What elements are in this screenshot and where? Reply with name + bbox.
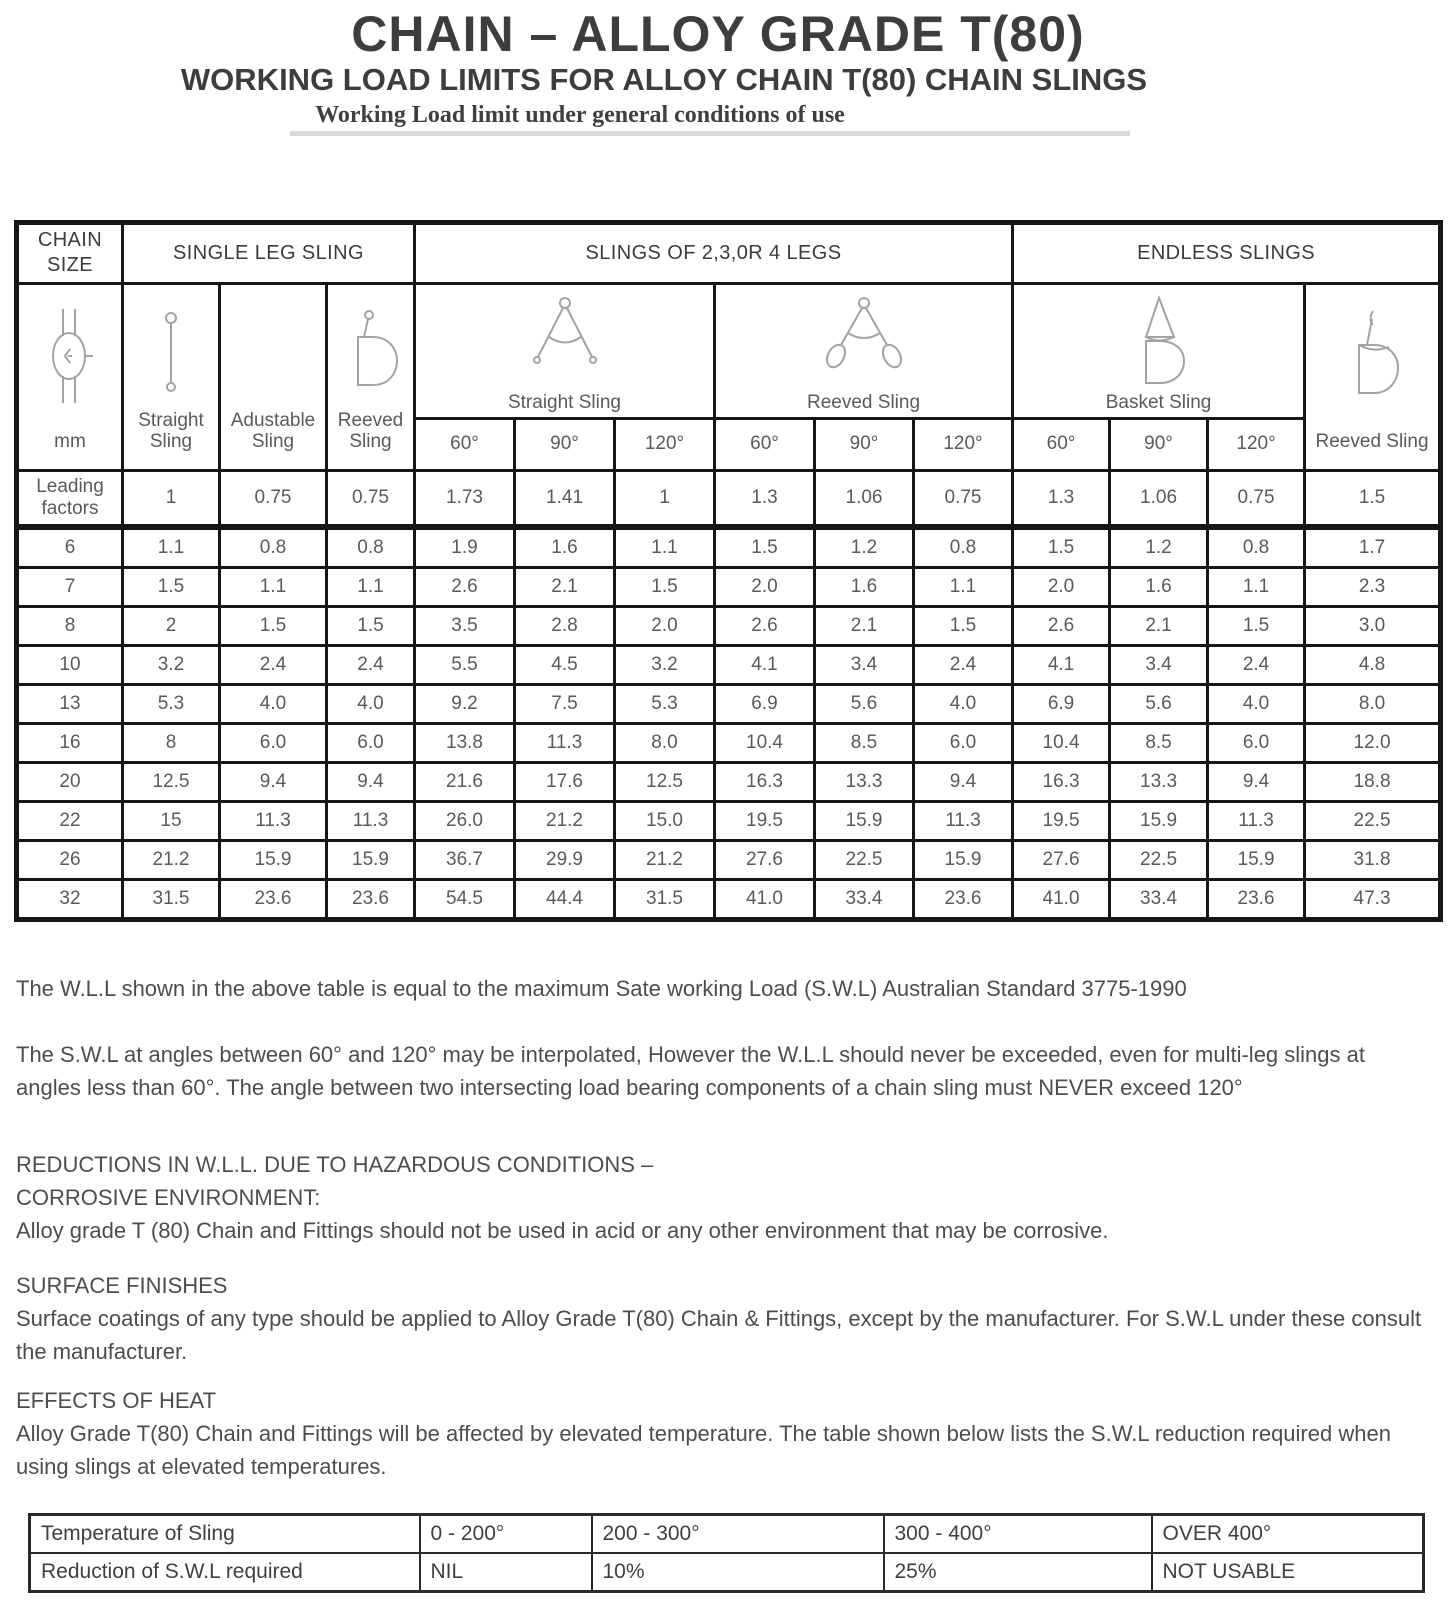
wll-value: 21.6 xyxy=(415,762,515,801)
leading-factor-value: 1.5 xyxy=(1305,470,1441,527)
multi-straight-sling-icon xyxy=(522,295,608,374)
wll-value: 1.6 xyxy=(515,527,615,568)
wll-value: 2.4 xyxy=(220,645,327,684)
chain-size-value: 8 xyxy=(17,606,123,645)
degree-header: 60° xyxy=(715,418,815,470)
wll-value: 15.9 xyxy=(220,840,327,879)
wll-value: 54.5 xyxy=(415,879,515,919)
page-tagline: Working Load limit under general conditions of use xyxy=(315,101,845,128)
wll-value: 5.6 xyxy=(815,684,914,723)
wll-value: 3.5 xyxy=(415,606,515,645)
adjustable-sling-cell xyxy=(220,283,327,470)
reductions-section xyxy=(16,1148,1432,1247)
wll-value: 33.4 xyxy=(815,879,914,919)
wll-value: 4.0 xyxy=(327,684,415,723)
wll-value: 26.0 xyxy=(415,801,515,840)
note-paragraph: The S.W.L at angles between 60° and 120° may be interpolated, However the W.L.L should never be exceeded, even for multi-leg slings at angles less than 60°. The angle between two intersecting load bearing components of a chain sling must NEVER exceed 120° xyxy=(16,1041,1365,1100)
wll-value: 1.1 xyxy=(123,527,220,568)
wll-value: 1.6 xyxy=(1110,567,1208,606)
leading-factor-value: 1.3 xyxy=(1013,470,1110,527)
endless-reeved-sling-icon xyxy=(1343,309,1401,406)
wll-value: 27.6 xyxy=(715,840,815,879)
column-label: Reeved Sling xyxy=(1315,431,1429,453)
wll-value: 15.9 xyxy=(1208,840,1305,879)
column-label: Straight Sling xyxy=(138,410,204,453)
section-paragraph: Alloy grade T (80) Chain and Fittings should not be used in acid or any other environment that may be corrosive. xyxy=(16,1217,1109,1243)
wll-value: 9.4 xyxy=(914,762,1013,801)
wll-value: 3.4 xyxy=(1110,645,1208,684)
chain-size-unit-label: mm xyxy=(54,431,86,453)
leading-factor-value: 0.75 xyxy=(220,470,327,527)
table-row xyxy=(17,840,1441,879)
wll-value: 21.2 xyxy=(615,840,715,879)
wll-value: 11.3 xyxy=(1208,801,1305,840)
wll-value: 1.1 xyxy=(1208,567,1305,606)
wll-value: 12.5 xyxy=(615,762,715,801)
wll-value: 10.4 xyxy=(1013,723,1110,762)
degree-header: 60° xyxy=(1013,418,1110,470)
wll-value: 18.8 xyxy=(1305,762,1441,801)
wll-value: 2.8 xyxy=(515,606,615,645)
wll-value: 1.5 xyxy=(327,606,415,645)
section-paragraph: Alloy Grade T(80) Chain and Fittings will be affected by elevated temperature. The table shown below lists the S.W.L reduction required when using slings at elevated temperatures. xyxy=(16,1420,1391,1479)
wll-value: 15.0 xyxy=(615,801,715,840)
leading-factor-value: 0.75 xyxy=(1208,470,1305,527)
section-heading: REDUCTIONS IN W.L.L. DUE TO HAZARDOUS CONDITIONS – xyxy=(16,1151,654,1177)
chain-size-value: 32 xyxy=(17,879,123,919)
wll-value: 9.4 xyxy=(1208,762,1305,801)
degree-header: 90° xyxy=(1110,418,1208,470)
wll-value: 11.3 xyxy=(327,801,415,840)
leading-factors-row xyxy=(17,470,1441,527)
wll-value: 33.4 xyxy=(1110,879,1208,919)
table-row xyxy=(17,723,1441,762)
wll-value: 4.0 xyxy=(914,684,1013,723)
wll-value: 22.5 xyxy=(1305,801,1441,840)
section-paragraph: Surface coatings of any type should be applied to Alloy Grade T(80) Chain & Fittings, except by the manufacturer. For S.W.L under these consult the manufacturer. xyxy=(16,1305,1422,1364)
temp-cell: 200 - 300° xyxy=(592,1514,884,1553)
leading-factor-value: 1.06 xyxy=(1110,470,1208,527)
wll-value: 9.4 xyxy=(220,762,327,801)
wll-value: 1.5 xyxy=(220,606,327,645)
wll-value: 1.5 xyxy=(615,567,715,606)
wll-value: 15.9 xyxy=(815,801,914,840)
chain-link-icon xyxy=(46,309,94,408)
basket-sling-icon xyxy=(1126,295,1192,392)
note-paragraph: The W.L.L shown in the above table is equal to the maximum Sate working Load (S.W.L) Australian Standard 3775-1990 xyxy=(16,975,1187,1001)
degree-header: 120° xyxy=(615,418,715,470)
endless-reeved-sling-cell xyxy=(1305,283,1441,470)
leading-factor-value: 0.75 xyxy=(914,470,1013,527)
wll-value: 10.4 xyxy=(715,723,815,762)
section-heading: SURFACE FINISHES xyxy=(16,1272,228,1298)
endless-slings-header: ENDLESS SLINGS xyxy=(1013,222,1441,283)
wll-value: 1.5 xyxy=(715,527,815,568)
working-load-limits-table xyxy=(14,220,1443,922)
wll-value: 5.3 xyxy=(123,684,220,723)
wll-value: 2.6 xyxy=(415,567,515,606)
degree-header: 120° xyxy=(1208,418,1305,470)
wll-value: 11.3 xyxy=(914,801,1013,840)
effects-of-heat-section xyxy=(16,1384,1432,1483)
temp-row-label: Temperature of Sling xyxy=(30,1514,420,1553)
wll-value: 12.5 xyxy=(123,762,220,801)
column-label: Basket Sling xyxy=(1105,392,1212,414)
wll-value: 2.0 xyxy=(715,567,815,606)
table-row xyxy=(17,762,1441,801)
chain-size-value: 6 xyxy=(17,527,123,568)
wll-value: 4.0 xyxy=(1208,684,1305,723)
wll-value: 1.1 xyxy=(914,567,1013,606)
wll-value: 31.8 xyxy=(1305,840,1441,879)
wll-value: 2.6 xyxy=(715,606,815,645)
wll-value: 41.0 xyxy=(1013,879,1110,919)
wll-value: 4.1 xyxy=(715,645,815,684)
table-row xyxy=(17,684,1441,723)
page-subtitle: WORKING LOAD LIMITS FOR ALLOY CHAIN T(80) CHAIN SLINGS xyxy=(180,61,1148,97)
table-row xyxy=(17,801,1441,840)
temp-row-label: Reduction of S.W.L required xyxy=(30,1553,420,1592)
wll-value: 21.2 xyxy=(123,840,220,879)
temp-cell: 300 - 400° xyxy=(884,1514,1152,1553)
wll-value: 31.5 xyxy=(123,879,220,919)
wll-value: 15.9 xyxy=(914,840,1013,879)
table-row xyxy=(17,879,1441,919)
wll-value: 4.5 xyxy=(515,645,615,684)
wll-value: 41.0 xyxy=(715,879,815,919)
column-label: Reeved Sling xyxy=(807,392,921,414)
wll-value: 23.6 xyxy=(220,879,327,919)
wll-value: 8 xyxy=(123,723,220,762)
wll-value: 13.8 xyxy=(415,723,515,762)
wll-value: 31.5 xyxy=(615,879,715,919)
chain-size-value: 26 xyxy=(17,840,123,879)
wll-value: 1.2 xyxy=(1110,527,1208,568)
wll-value: 15 xyxy=(123,801,220,840)
wll-value: 8.0 xyxy=(615,723,715,762)
wll-value: 6.0 xyxy=(220,723,327,762)
multi-reeved-sling-icon xyxy=(817,295,911,378)
wll-value: 13.3 xyxy=(815,762,914,801)
wll-value: 5.5 xyxy=(415,645,515,684)
table-row xyxy=(17,645,1441,684)
document-header xyxy=(0,0,1452,136)
wll-value: 13.3 xyxy=(1110,762,1208,801)
wll-value: 23.6 xyxy=(327,879,415,919)
basket-sling-cell xyxy=(1013,283,1305,418)
wll-value: 2 xyxy=(123,606,220,645)
degree-header: 120° xyxy=(914,418,1013,470)
wll-value: 6.0 xyxy=(914,723,1013,762)
leading-factor-value: 1 xyxy=(123,470,220,527)
wll-value: 2.1 xyxy=(815,606,914,645)
icon-header-row xyxy=(17,283,1441,418)
wll-value: 3.0 xyxy=(1305,606,1441,645)
notes-section xyxy=(16,972,1432,1483)
wll-value: 44.4 xyxy=(515,879,615,919)
straight-sling-icon xyxy=(161,309,181,400)
multi-straight-sling-cell xyxy=(415,283,715,418)
wll-value: 1.6 xyxy=(815,567,914,606)
wll-value: 3.4 xyxy=(815,645,914,684)
chain-size-value: 10 xyxy=(17,645,123,684)
table-row xyxy=(17,606,1441,645)
wll-value: 5.3 xyxy=(615,684,715,723)
wll-value: 1.9 xyxy=(415,527,515,568)
leading-factor-value: 0.75 xyxy=(327,470,415,527)
temp-cell: OVER 400° xyxy=(1152,1514,1424,1553)
wll-value: 0.8 xyxy=(220,527,327,568)
single-leg-sling-header: SINGLE LEG SLING xyxy=(123,222,415,283)
leading-factor-value: 1.73 xyxy=(415,470,515,527)
chain-size-value: 13 xyxy=(17,684,123,723)
wll-value: 0.8 xyxy=(914,527,1013,568)
temp-cell: NIL xyxy=(420,1553,592,1592)
wll-value: 4.1 xyxy=(1013,645,1110,684)
wll-value: 2.0 xyxy=(615,606,715,645)
wll-value: 2.4 xyxy=(1208,645,1305,684)
column-label: Straight Sling xyxy=(507,392,621,414)
wll-value: 0.8 xyxy=(1208,527,1305,568)
wll-value: 1.5 xyxy=(1208,606,1305,645)
group-header-row xyxy=(17,222,1441,283)
wll-value: 36.7 xyxy=(415,840,515,879)
wll-value: 11.3 xyxy=(220,801,327,840)
wll-value: 17.6 xyxy=(515,762,615,801)
wll-value: 23.6 xyxy=(1208,879,1305,919)
wll-value: 1.1 xyxy=(615,527,715,568)
wll-value: 9.4 xyxy=(327,762,415,801)
table-row xyxy=(17,527,1441,568)
wll-value: 6.0 xyxy=(1208,723,1305,762)
table-row xyxy=(17,567,1441,606)
multi-reeved-sling-cell xyxy=(715,283,1013,418)
chain-size-value: 20 xyxy=(17,762,123,801)
wll-value: 47.3 xyxy=(1305,879,1441,919)
column-label: Reeved Sling xyxy=(337,410,404,453)
multi-leg-sling-header: SLINGS OF 2,3,0R 4 LEGS xyxy=(415,222,1013,283)
wll-value: 16.3 xyxy=(1013,762,1110,801)
wll-value: 4.0 xyxy=(220,684,327,723)
wll-value: 12.0 xyxy=(1305,723,1441,762)
wll-value: 8.5 xyxy=(815,723,914,762)
wll-value: 22.5 xyxy=(1110,840,1208,879)
column-label: Adustable Sling xyxy=(230,410,316,453)
wll-value: 2.6 xyxy=(1013,606,1110,645)
wll-value: 2.1 xyxy=(1110,606,1208,645)
wll-value: 4.8 xyxy=(1305,645,1441,684)
leading-factor-value: 1.06 xyxy=(815,470,914,527)
wll-value: 11.3 xyxy=(515,723,615,762)
wll-value: 23.6 xyxy=(914,879,1013,919)
temp-cell: NOT USABLE xyxy=(1152,1553,1424,1592)
degree-header: 60° xyxy=(415,418,515,470)
wll-value: 8.0 xyxy=(1305,684,1441,723)
chain-size-value: 7 xyxy=(17,567,123,606)
wll-value: 3.2 xyxy=(615,645,715,684)
chain-size-header: CHAIN SIZE xyxy=(17,222,123,283)
wll-value: 2.1 xyxy=(515,567,615,606)
wll-value: 27.6 xyxy=(1013,840,1110,879)
table-row xyxy=(30,1514,1424,1553)
chain-size-value: 22 xyxy=(17,801,123,840)
wll-value: 7.5 xyxy=(515,684,615,723)
page-title: CHAIN – ALLOY GRADE T(80) xyxy=(351,6,1085,62)
wll-value: 1.1 xyxy=(327,567,415,606)
wll-value: 1.5 xyxy=(1013,527,1110,568)
wll-value: 19.5 xyxy=(715,801,815,840)
section-heading: CORROSIVE ENVIRONMENT: xyxy=(16,1184,321,1210)
wll-value: 15.9 xyxy=(1110,801,1208,840)
reeved-sling-icon xyxy=(342,309,400,398)
temp-cell: 0 - 200° xyxy=(420,1514,592,1553)
leading-factor-value: 1.41 xyxy=(515,470,615,527)
degree-header: 90° xyxy=(815,418,914,470)
wll-value: 2.4 xyxy=(327,645,415,684)
wll-value: 15.9 xyxy=(327,840,415,879)
wll-value: 1.5 xyxy=(914,606,1013,645)
wll-value: 2.4 xyxy=(914,645,1013,684)
reeved-sling-cell xyxy=(327,283,415,470)
leading-factors-label: Leading factors xyxy=(17,470,123,527)
wll-value: 22.5 xyxy=(815,840,914,879)
wll-value: 2.3 xyxy=(1305,567,1441,606)
temp-cell: 25% xyxy=(884,1553,1152,1592)
wll-value: 29.9 xyxy=(515,840,615,879)
wll-value: 6.9 xyxy=(1013,684,1110,723)
section-heading: EFFECTS OF HEAT xyxy=(16,1387,217,1413)
wll-value: 9.2 xyxy=(415,684,515,723)
wll-value: 1.5 xyxy=(123,567,220,606)
leading-factor-value: 1 xyxy=(615,470,715,527)
leading-factor-value: 1.3 xyxy=(715,470,815,527)
degree-header: 90° xyxy=(515,418,615,470)
wll-value: 2.0 xyxy=(1013,567,1110,606)
tagline-underline-smudge xyxy=(290,131,1130,136)
table-row xyxy=(30,1553,1424,1592)
chain-size-value: 16 xyxy=(17,723,123,762)
surface-finishes-section xyxy=(16,1269,1432,1368)
wll-value: 0.8 xyxy=(327,527,415,568)
wll-value: 21.2 xyxy=(515,801,615,840)
temperature-reduction-table xyxy=(28,1513,1425,1593)
straight-sling-cell xyxy=(123,283,220,470)
wll-value: 6.9 xyxy=(715,684,815,723)
wll-value: 6.0 xyxy=(327,723,415,762)
wll-value: 5.6 xyxy=(1110,684,1208,723)
temp-cell: 10% xyxy=(592,1553,884,1592)
chain-size-unit-cell xyxy=(17,283,123,470)
wll-value: 8.5 xyxy=(1110,723,1208,762)
wll-value: 1.1 xyxy=(220,567,327,606)
wll-value: 16.3 xyxy=(715,762,815,801)
wll-value: 1.2 xyxy=(815,527,914,568)
wll-value: 3.2 xyxy=(123,645,220,684)
wll-value: 19.5 xyxy=(1013,801,1110,840)
wll-value: 1.7 xyxy=(1305,527,1441,568)
